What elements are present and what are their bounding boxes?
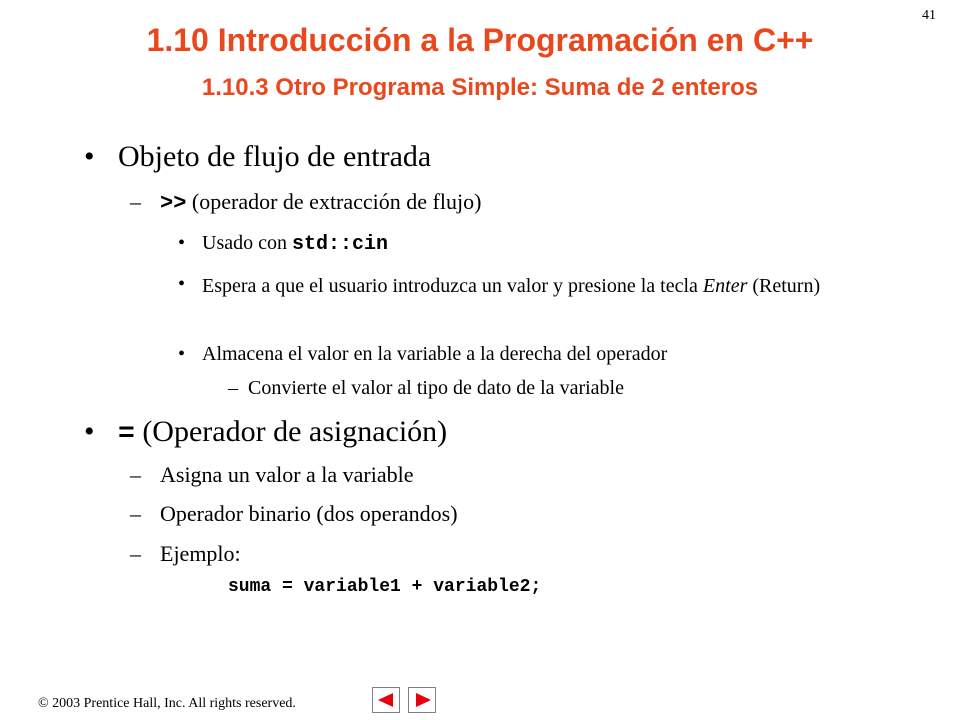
bullet-icon: • — [178, 232, 186, 254]
section2-heading — [118, 415, 447, 450]
section2-item: Operador binario (dos operandos) — [160, 501, 458, 526]
bullet-icon: • — [84, 140, 95, 173]
enter-key-term: Enter — [702, 275, 748, 297]
copyright-symbol: © — [38, 696, 49, 711]
next-slide-button[interactable] — [408, 687, 436, 713]
dash-icon: – — [228, 377, 238, 399]
sub-sub-item-converts: Convierte el valor al tipo de dato de la variable — [248, 377, 624, 399]
sub-item-suffix: (Return) — [747, 275, 821, 297]
page-number: 41 — [922, 8, 936, 23]
dash-icon: – — [130, 462, 141, 487]
slide-subtitle: 1.10.3 Otro Programa Simple: Suma de 2 enteros — [201, 74, 759, 101]
bullet-icon: • — [84, 415, 95, 448]
sub-item-text: Espera a que el usuario introduzca un valor y presione la tecla — [202, 275, 703, 297]
example-code: suma = variable1 + variable2; — [228, 577, 542, 597]
copyright-footer — [38, 696, 296, 712]
bullet-icon: • — [178, 273, 186, 295]
cin-code: std::cin — [291, 233, 388, 256]
copyright-text: 2003 Prentice Hall, Inc. All rights reserved. — [52, 696, 296, 711]
sub-item-stores: Almacena el valor en la variable a la derecha del operador — [202, 343, 668, 365]
previous-slide-button[interactable] — [372, 687, 400, 713]
section1-heading: Objeto de flujo de entrada — [118, 140, 432, 173]
slide-title: 1.10 Introducción a la Programación en C++ — [146, 22, 814, 58]
arrow-left-icon — [378, 693, 393, 707]
sub-item-used-with — [202, 232, 388, 256]
sub-item-waits — [202, 273, 882, 300]
extraction-operator-code: >> — [160, 191, 187, 216]
dash-icon: – — [130, 189, 141, 214]
section2-item: Ejemplo: — [160, 541, 241, 566]
section2-item: Asigna un valor a la variable — [160, 462, 414, 487]
dash-icon: – — [130, 501, 141, 526]
sub-item-text: Usado con — [202, 232, 292, 254]
assignment-operator-code: = — [118, 419, 135, 450]
extraction-operator-text: (operador de extracción de flujo) — [186, 189, 482, 214]
arrow-right-icon — [416, 693, 431, 707]
extraction-operator-item — [160, 189, 481, 216]
assignment-operator-text: (Operador de asignación) — [134, 415, 448, 448]
bullet-icon: • — [178, 343, 186, 365]
dash-icon: – — [130, 541, 141, 566]
